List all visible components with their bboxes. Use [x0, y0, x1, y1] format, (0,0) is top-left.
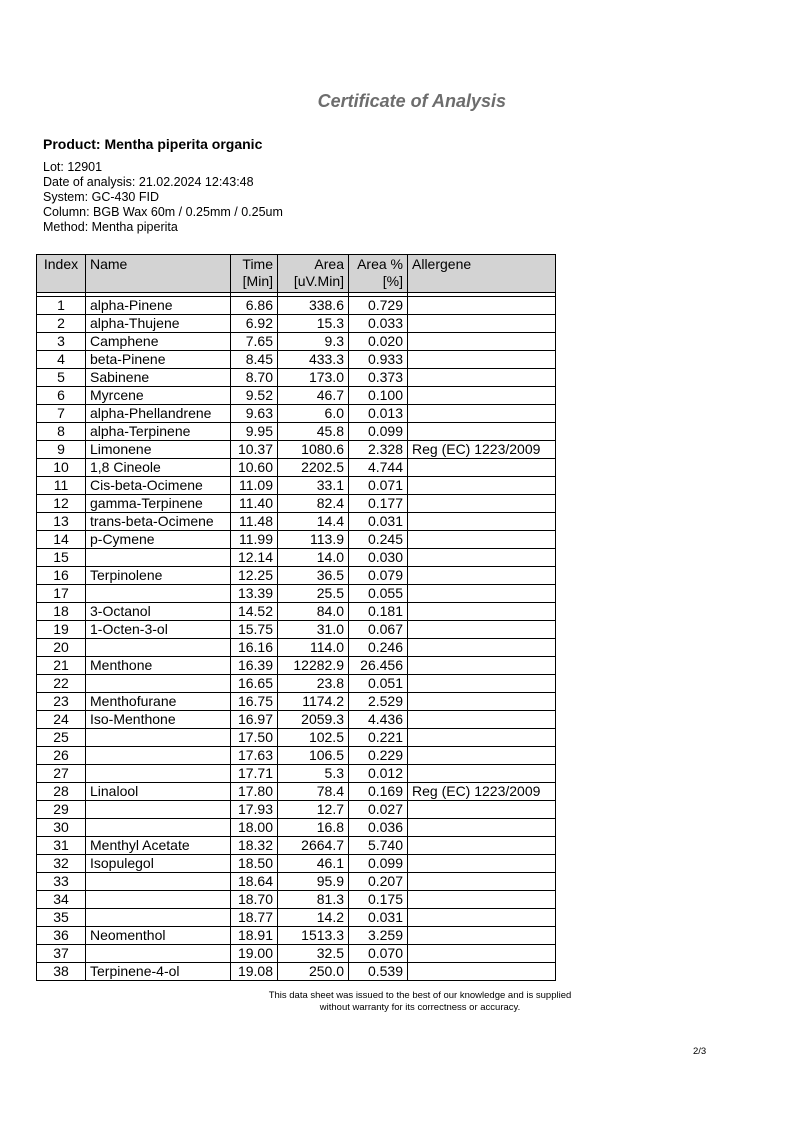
cell-time: 16.16	[231, 639, 278, 657]
cell-pct: 0.020	[349, 333, 408, 351]
table-row	[37, 423, 556, 441]
cell-allergene	[408, 549, 556, 567]
analysis-table	[36, 254, 556, 981]
cell-index: 14	[37, 531, 86, 549]
disclaimer	[160, 990, 680, 1014]
cell-index: 9	[37, 441, 86, 459]
cell-area: 2059.3	[278, 711, 349, 729]
cell-pct: 0.070	[349, 945, 408, 963]
cell-allergene	[408, 693, 556, 711]
cell-name	[86, 873, 231, 891]
table-row	[37, 549, 556, 567]
cell-index: 33	[37, 873, 86, 891]
cell-name: Cis-beta-Ocimene	[86, 477, 231, 495]
cell-name: Iso-Menthone	[86, 711, 231, 729]
cell-name: Limonene	[86, 441, 231, 459]
cell-index: 4	[37, 351, 86, 369]
cell-area: 1174.2	[278, 693, 349, 711]
header-area-label: Area	[314, 256, 344, 272]
table-row	[37, 837, 556, 855]
cell-index: 6	[37, 387, 86, 405]
cell-allergene	[408, 927, 556, 945]
cell-pct: 0.373	[349, 369, 408, 387]
header-area	[278, 255, 349, 293]
disclaimer-line-1: This data sheet was issued to the best of our knowledge and is supplied	[268, 990, 572, 1001]
cell-allergene	[408, 729, 556, 747]
cell-allergene	[408, 747, 556, 765]
table-row	[37, 855, 556, 873]
cell-area: 82.4	[278, 495, 349, 513]
cell-time: 18.91	[231, 927, 278, 945]
cell-name	[86, 639, 231, 657]
system-info: System: GC-430 FID	[43, 190, 159, 204]
cell-index: 7	[37, 405, 86, 423]
cell-name: Terpinene-4-ol	[86, 963, 231, 981]
cell-name	[86, 909, 231, 927]
cell-area: 84.0	[278, 603, 349, 621]
cell-area: 12.7	[278, 801, 349, 819]
table-row	[37, 783, 556, 801]
cell-name: Terpinolene	[86, 567, 231, 585]
cell-name: Isopulegol	[86, 855, 231, 873]
cell-name: 1-Octen-3-ol	[86, 621, 231, 639]
header-time-unit: [Min]	[242, 273, 273, 289]
cell-time: 11.09	[231, 477, 278, 495]
cell-index: 11	[37, 477, 86, 495]
cell-allergene	[408, 711, 556, 729]
analysis-metadata	[43, 160, 283, 235]
cell-allergene	[408, 351, 556, 369]
cell-index: 18	[37, 603, 86, 621]
cell-allergene	[408, 891, 556, 909]
table-row	[37, 603, 556, 621]
cell-area: 16.8	[278, 819, 349, 837]
cell-time: 17.50	[231, 729, 278, 747]
cell-pct: 0.071	[349, 477, 408, 495]
cell-time: 12.25	[231, 567, 278, 585]
cell-allergene	[408, 765, 556, 783]
cell-allergene	[408, 819, 556, 837]
cell-area: 433.3	[278, 351, 349, 369]
cell-index: 5	[37, 369, 86, 387]
cell-time: 19.08	[231, 963, 278, 981]
cell-allergene	[408, 531, 556, 549]
cell-time: 16.65	[231, 675, 278, 693]
cell-pct: 0.729	[349, 297, 408, 315]
cell-allergene: Reg (EC) 1223/2009	[408, 783, 556, 801]
cell-area: 113.9	[278, 531, 349, 549]
cell-index: 30	[37, 819, 86, 837]
table-row	[37, 387, 556, 405]
cell-index: 36	[37, 927, 86, 945]
table-row	[37, 909, 556, 927]
cell-pct: 3.259	[349, 927, 408, 945]
cell-area: 338.6	[278, 297, 349, 315]
cell-pct: 0.012	[349, 765, 408, 783]
cell-index: 24	[37, 711, 86, 729]
cell-index: 13	[37, 513, 86, 531]
cell-area: 173.0	[278, 369, 349, 387]
table-row	[37, 531, 556, 549]
cell-time: 6.86	[231, 297, 278, 315]
cell-area: 33.1	[278, 477, 349, 495]
cell-area: 25.5	[278, 585, 349, 603]
table-row	[37, 333, 556, 351]
cell-area: 78.4	[278, 783, 349, 801]
cell-name: 1,8 Cineole	[86, 459, 231, 477]
cell-index: 35	[37, 909, 86, 927]
header-allergene: Allergene	[408, 255, 556, 293]
cell-time: 10.60	[231, 459, 278, 477]
method-info: Method: Mentha piperita	[43, 220, 178, 234]
cell-area: 23.8	[278, 675, 349, 693]
cell-area: 114.0	[278, 639, 349, 657]
cell-pct: 0.033	[349, 315, 408, 333]
cell-pct: 0.175	[349, 891, 408, 909]
cell-area: 32.5	[278, 945, 349, 963]
disclaimer-line-2: without warranty for its correctness or accuracy.	[319, 1002, 521, 1013]
cell-allergene	[408, 621, 556, 639]
table-row	[37, 963, 556, 981]
table-row	[37, 297, 556, 315]
cell-index: 37	[37, 945, 86, 963]
cell-time: 17.80	[231, 783, 278, 801]
cell-allergene	[408, 315, 556, 333]
cell-index: 23	[37, 693, 86, 711]
cell-allergene	[408, 801, 556, 819]
cell-allergene	[408, 477, 556, 495]
table-row	[37, 477, 556, 495]
cell-time: 15.75	[231, 621, 278, 639]
cell-name: Menthyl Acetate	[86, 837, 231, 855]
cell-allergene	[408, 405, 556, 423]
cell-index: 12	[37, 495, 86, 513]
cell-allergene	[408, 675, 556, 693]
cell-allergene	[408, 387, 556, 405]
cell-allergene	[408, 945, 556, 963]
cell-name: Menthone	[86, 657, 231, 675]
cell-area: 12282.9	[278, 657, 349, 675]
cell-allergene	[408, 909, 556, 927]
header-name: Name	[86, 255, 231, 293]
cell-name	[86, 801, 231, 819]
cell-name: beta-Pinene	[86, 351, 231, 369]
cell-allergene	[408, 423, 556, 441]
header-area-pct-label: Area %	[357, 256, 403, 272]
cell-time: 8.45	[231, 351, 278, 369]
cell-index: 21	[37, 657, 86, 675]
cell-time: 17.71	[231, 765, 278, 783]
cell-pct: 0.013	[349, 405, 408, 423]
cell-pct: 0.169	[349, 783, 408, 801]
table-row	[37, 639, 556, 657]
cell-time: 7.65	[231, 333, 278, 351]
cell-area: 5.3	[278, 765, 349, 783]
header-time	[231, 255, 278, 293]
cell-time: 19.00	[231, 945, 278, 963]
cell-area: 1080.6	[278, 441, 349, 459]
cell-index: 10	[37, 459, 86, 477]
cell-index: 22	[37, 675, 86, 693]
cell-pct: 0.030	[349, 549, 408, 567]
table-row	[37, 765, 556, 783]
cell-name: gamma-Terpinene	[86, 495, 231, 513]
cell-index: 26	[37, 747, 86, 765]
cell-time: 10.37	[231, 441, 278, 459]
table-body	[37, 297, 556, 981]
cell-allergene	[408, 657, 556, 675]
cell-allergene	[408, 963, 556, 981]
cell-area: 250.0	[278, 963, 349, 981]
table-row	[37, 945, 556, 963]
cell-pct: 0.177	[349, 495, 408, 513]
cell-allergene	[408, 459, 556, 477]
table-row	[37, 315, 556, 333]
cell-index: 25	[37, 729, 86, 747]
cell-allergene	[408, 837, 556, 855]
cell-area: 102.5	[278, 729, 349, 747]
cell-allergene	[408, 603, 556, 621]
table-row	[37, 513, 556, 531]
cell-name	[86, 747, 231, 765]
cell-index: 8	[37, 423, 86, 441]
header-time-label: Time	[242, 256, 273, 272]
cell-pct: 0.031	[349, 513, 408, 531]
cell-pct: 0.100	[349, 387, 408, 405]
cell-area: 46.7	[278, 387, 349, 405]
cell-name: p-Cymene	[86, 531, 231, 549]
table-row	[37, 585, 556, 603]
cell-area: 81.3	[278, 891, 349, 909]
header-index: Index	[37, 255, 86, 293]
cell-name	[86, 819, 231, 837]
table-row	[37, 405, 556, 423]
table-row	[37, 351, 556, 369]
cell-allergene	[408, 369, 556, 387]
cell-time: 17.93	[231, 801, 278, 819]
cell-time: 9.63	[231, 405, 278, 423]
cell-allergene: Reg (EC) 1223/2009	[408, 441, 556, 459]
cell-name: Menthofurane	[86, 693, 231, 711]
cell-allergene	[408, 297, 556, 315]
cell-pct: 0.245	[349, 531, 408, 549]
cell-area: 106.5	[278, 747, 349, 765]
cell-name: trans-beta-Ocimene	[86, 513, 231, 531]
cell-area: 14.4	[278, 513, 349, 531]
cell-area: 46.1	[278, 855, 349, 873]
cell-area: 1513.3	[278, 927, 349, 945]
cell-pct: 0.181	[349, 603, 408, 621]
cell-index: 3	[37, 333, 86, 351]
cell-pct: 0.031	[349, 909, 408, 927]
cell-time: 9.52	[231, 387, 278, 405]
table-row	[37, 495, 556, 513]
cell-index: 17	[37, 585, 86, 603]
cell-time: 11.99	[231, 531, 278, 549]
cell-name: Myrcene	[86, 387, 231, 405]
product-name: Product: Mentha piperita organic	[43, 136, 263, 152]
cell-allergene	[408, 639, 556, 657]
cell-index: 1	[37, 297, 86, 315]
cell-pct: 0.246	[349, 639, 408, 657]
cell-allergene	[408, 855, 556, 873]
cell-pct: 0.221	[349, 729, 408, 747]
cell-time: 6.92	[231, 315, 278, 333]
cell-allergene	[408, 585, 556, 603]
cell-name	[86, 729, 231, 747]
cell-name	[86, 891, 231, 909]
cell-allergene	[408, 873, 556, 891]
document-title: Certificate of Analysis	[317, 91, 506, 111]
cell-index: 20	[37, 639, 86, 657]
cell-area: 45.8	[278, 423, 349, 441]
cell-pct: 4.744	[349, 459, 408, 477]
cell-pct: 5.740	[349, 837, 408, 855]
cell-allergene	[408, 513, 556, 531]
cell-name	[86, 675, 231, 693]
cell-name: 3-Octanol	[86, 603, 231, 621]
column-info: Column: BGB Wax 60m / 0.25mm / 0.25um	[43, 205, 283, 219]
cell-area: 9.3	[278, 333, 349, 351]
cell-pct: 0.079	[349, 567, 408, 585]
table-row	[37, 729, 556, 747]
cell-pct: 0.207	[349, 873, 408, 891]
cell-name: alpha-Thujene	[86, 315, 231, 333]
cell-index: 31	[37, 837, 86, 855]
cell-name	[86, 585, 231, 603]
cell-time: 8.70	[231, 369, 278, 387]
cell-pct: 0.229	[349, 747, 408, 765]
table-row	[37, 891, 556, 909]
cell-name: Sabinene	[86, 369, 231, 387]
cell-time: 11.48	[231, 513, 278, 531]
cell-allergene	[408, 333, 556, 351]
cell-name: Linalool	[86, 783, 231, 801]
cell-area: 15.3	[278, 315, 349, 333]
cell-area: 6.0	[278, 405, 349, 423]
cell-area: 14.2	[278, 909, 349, 927]
header-area-pct	[349, 255, 408, 293]
cell-time: 18.00	[231, 819, 278, 837]
cell-time: 17.63	[231, 747, 278, 765]
cell-pct: 2.529	[349, 693, 408, 711]
cell-name: Neomenthol	[86, 927, 231, 945]
cell-pct: 0.539	[349, 963, 408, 981]
cell-index: 15	[37, 549, 86, 567]
table-row	[37, 747, 556, 765]
table-row	[37, 819, 556, 837]
cell-name	[86, 549, 231, 567]
cell-pct: 26.456	[349, 657, 408, 675]
page-number: 2/3	[693, 1046, 707, 1057]
cell-index: 2	[37, 315, 86, 333]
cell-name: alpha-Terpinene	[86, 423, 231, 441]
cell-index: 29	[37, 801, 86, 819]
analysis-date: Date of analysis: 21.02.2024 12:43:48	[43, 175, 254, 189]
header-area-pct-unit: [%]	[382, 273, 403, 289]
cell-index: 34	[37, 891, 86, 909]
cell-time: 18.77	[231, 909, 278, 927]
cell-pct: 0.051	[349, 675, 408, 693]
cell-index: 28	[37, 783, 86, 801]
cell-area: 31.0	[278, 621, 349, 639]
cell-area: 2664.7	[278, 837, 349, 855]
table-row	[37, 693, 556, 711]
cell-area: 14.0	[278, 549, 349, 567]
table-header-row	[37, 255, 556, 293]
table-row	[37, 657, 556, 675]
cell-area: 36.5	[278, 567, 349, 585]
cell-time: 18.50	[231, 855, 278, 873]
cell-pct: 0.099	[349, 855, 408, 873]
cell-time: 9.95	[231, 423, 278, 441]
cell-time: 13.39	[231, 585, 278, 603]
table-row	[37, 459, 556, 477]
table-row	[37, 801, 556, 819]
cell-time: 18.64	[231, 873, 278, 891]
table-row	[37, 441, 556, 459]
table-row	[37, 927, 556, 945]
cell-time: 14.52	[231, 603, 278, 621]
cell-area: 95.9	[278, 873, 349, 891]
cell-pct: 0.933	[349, 351, 408, 369]
cell-name: Camphene	[86, 333, 231, 351]
cell-name: alpha-Pinene	[86, 297, 231, 315]
cell-name: alpha-Phellandrene	[86, 405, 231, 423]
header-area-unit: [uV.Min]	[293, 273, 344, 289]
table-row	[37, 675, 556, 693]
cell-index: 27	[37, 765, 86, 783]
cell-index: 38	[37, 963, 86, 981]
cell-allergene	[408, 495, 556, 513]
cell-area: 2202.5	[278, 459, 349, 477]
cell-time: 16.97	[231, 711, 278, 729]
cell-pct: 0.055	[349, 585, 408, 603]
table-row	[37, 711, 556, 729]
cell-time: 18.70	[231, 891, 278, 909]
cell-time: 11.40	[231, 495, 278, 513]
cell-name	[86, 945, 231, 963]
cell-pct: 4.436	[349, 711, 408, 729]
lot-number: Lot: 12901	[43, 160, 103, 174]
table-row	[37, 873, 556, 891]
cell-time: 16.39	[231, 657, 278, 675]
cell-pct: 2.328	[349, 441, 408, 459]
table-row	[37, 621, 556, 639]
cell-time: 18.32	[231, 837, 278, 855]
table-row	[37, 567, 556, 585]
cell-pct: 0.099	[349, 423, 408, 441]
cell-pct: 0.027	[349, 801, 408, 819]
cell-index: 16	[37, 567, 86, 585]
cell-pct: 0.067	[349, 621, 408, 639]
cell-name	[86, 765, 231, 783]
cell-pct: 0.036	[349, 819, 408, 837]
table-row	[37, 369, 556, 387]
cell-time: 12.14	[231, 549, 278, 567]
cell-index: 32	[37, 855, 86, 873]
cell-allergene	[408, 567, 556, 585]
cell-index: 19	[37, 621, 86, 639]
cell-time: 16.75	[231, 693, 278, 711]
